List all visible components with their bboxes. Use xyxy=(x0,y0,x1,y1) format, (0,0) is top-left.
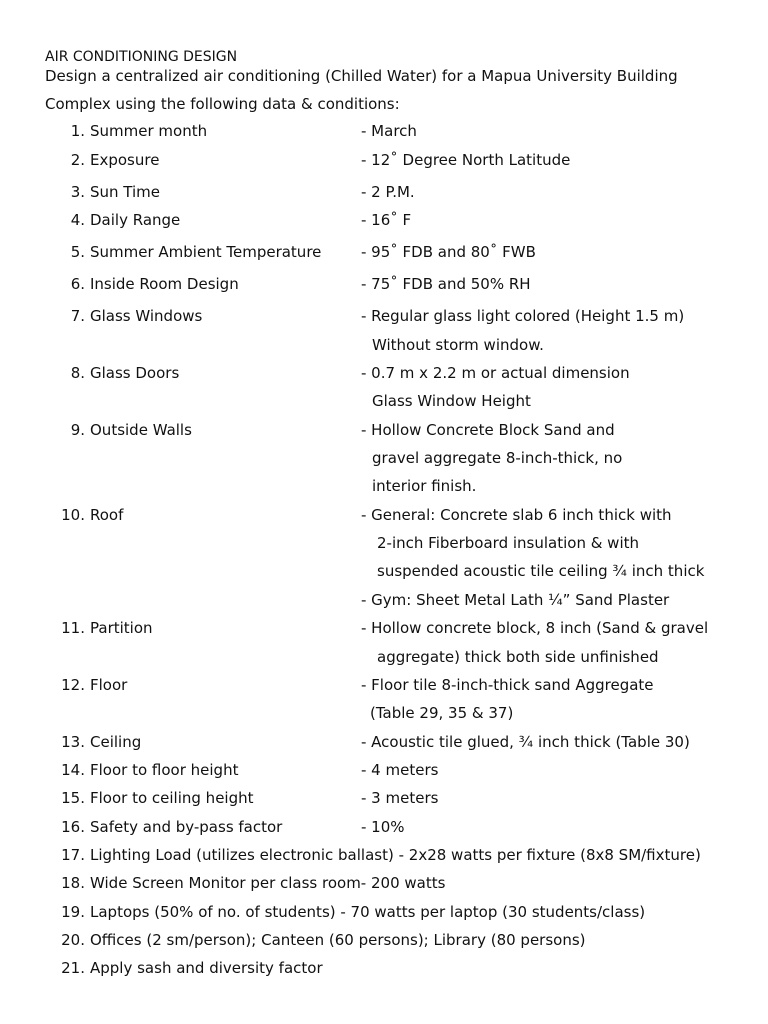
item-value: - Acoustic tile glued, ¾ inch thick (Table 30) xyxy=(361,733,690,751)
item-label: Offices (2 sm/person); Canteen (60 persons); Library (80 persons) xyxy=(90,931,586,949)
item-label: Glass Doors xyxy=(90,364,180,382)
item-label: Ceiling xyxy=(90,733,142,751)
intro-line-1: Design a centralized air conditioning (Chilled Water) for a Mapua University Building xyxy=(45,67,678,85)
item-number: 16. xyxy=(61,818,85,836)
item-label: Exposure xyxy=(90,151,160,169)
item-label: Apply sash and diversity factor xyxy=(90,959,323,977)
item-value: - 2 P.M. xyxy=(361,183,415,201)
item-number: 12. xyxy=(61,676,85,694)
item-value: - 12˚ Degree North Latitude xyxy=(361,151,571,169)
item-number: 4. xyxy=(70,211,85,229)
item-value-continuation: Without storm window. xyxy=(372,336,544,354)
item-value: - Floor tile 8-inch-thick sand Aggregate xyxy=(361,676,654,694)
item-value-continuation: gravel aggregate 8-inch-thick, no xyxy=(372,449,623,467)
item-value: - 16˚ F xyxy=(361,211,412,229)
item-number: 3. xyxy=(70,183,85,201)
item-value-secondary: - Gym: Sheet Metal Lath ¼” Sand Plaster xyxy=(361,591,670,609)
item-number: 5. xyxy=(70,243,85,261)
item-number: 18. xyxy=(61,874,85,892)
item-label: Roof xyxy=(90,506,124,524)
item-label: Laptops (50% of no. of students) - 70 watts per laptop (30 students/class) xyxy=(90,903,646,921)
item-number: 7. xyxy=(70,307,85,325)
item-number: 13. xyxy=(61,733,85,751)
item-number: 1. xyxy=(70,122,85,140)
item-label: Glass Windows xyxy=(90,307,203,325)
item-value: - Hollow Concrete Block Sand and xyxy=(361,421,615,439)
item-value: - Hollow concrete block, 8 inch (Sand & gravel xyxy=(361,619,709,637)
intro-line-2: Complex using the following data & conditions: xyxy=(45,95,400,113)
item-label: Floor xyxy=(90,676,128,694)
item-value: - Regular glass light colored (Height 1.5 m) xyxy=(361,307,685,325)
item-number: 15. xyxy=(61,789,85,807)
item-value: - General: Concrete slab 6 inch thick with xyxy=(361,506,672,524)
item-value-continuation: 2-inch Fiberboard insulation & with xyxy=(377,534,640,552)
item-number: 8. xyxy=(70,364,85,382)
item-number: 20. xyxy=(61,931,85,949)
item-label: Summer Ambient Temperature xyxy=(90,243,322,261)
item-label: Floor to floor height xyxy=(90,761,239,779)
item-value-continuation: Glass Window Height xyxy=(372,392,531,410)
item-value: - March xyxy=(361,122,417,140)
item-label: Wide Screen Monitor per class room- 200 watts xyxy=(90,874,446,892)
item-label: Daily Range xyxy=(90,211,181,229)
item-label: Sun Time xyxy=(90,183,161,201)
item-value-continuation: suspended acoustic tile ceiling ¾ inch thick xyxy=(377,562,705,580)
item-value: - 10% xyxy=(361,818,405,836)
item-number: 14. xyxy=(61,761,85,779)
item-number: 11. xyxy=(61,619,85,637)
item-value-continuation: aggregate) thick both side unfinished xyxy=(377,648,659,666)
item-value: - 3 meters xyxy=(361,789,439,807)
item-number: 9. xyxy=(70,421,85,439)
item-number: 17. xyxy=(61,846,85,864)
item-value: - 0.7 m x 2.2 m or actual dimension xyxy=(361,364,630,382)
item-value: - 95˚ FDB and 80˚ FWB xyxy=(361,243,536,261)
item-label: Partition xyxy=(90,619,153,637)
item-value-continuation: interior finish. xyxy=(372,477,477,495)
item-value-continuation: (Table 29, 35 & 37) xyxy=(370,704,514,722)
item-label: Summer month xyxy=(90,122,208,140)
item-number: 2. xyxy=(70,151,85,169)
item-label: Safety and by-pass factor xyxy=(90,818,283,836)
item-number: 19. xyxy=(61,903,85,921)
item-label: Outside Walls xyxy=(90,421,192,439)
item-number: 21. xyxy=(61,959,85,977)
item-value: - 4 meters xyxy=(361,761,439,779)
item-number: 10. xyxy=(61,506,85,524)
item-label: Inside Room Design xyxy=(90,275,239,293)
item-label: Floor to ceiling height xyxy=(90,789,254,807)
item-number: 6. xyxy=(70,275,85,293)
item-value: - 75˚ FDB and 50% RH xyxy=(361,275,531,293)
document-title: AIR CONDITIONING DESIGN xyxy=(45,49,238,65)
item-label: Lighting Load (utilizes electronic ballast) - 2x28 watts per fixture (8x8 SM/fixture) xyxy=(90,846,701,864)
